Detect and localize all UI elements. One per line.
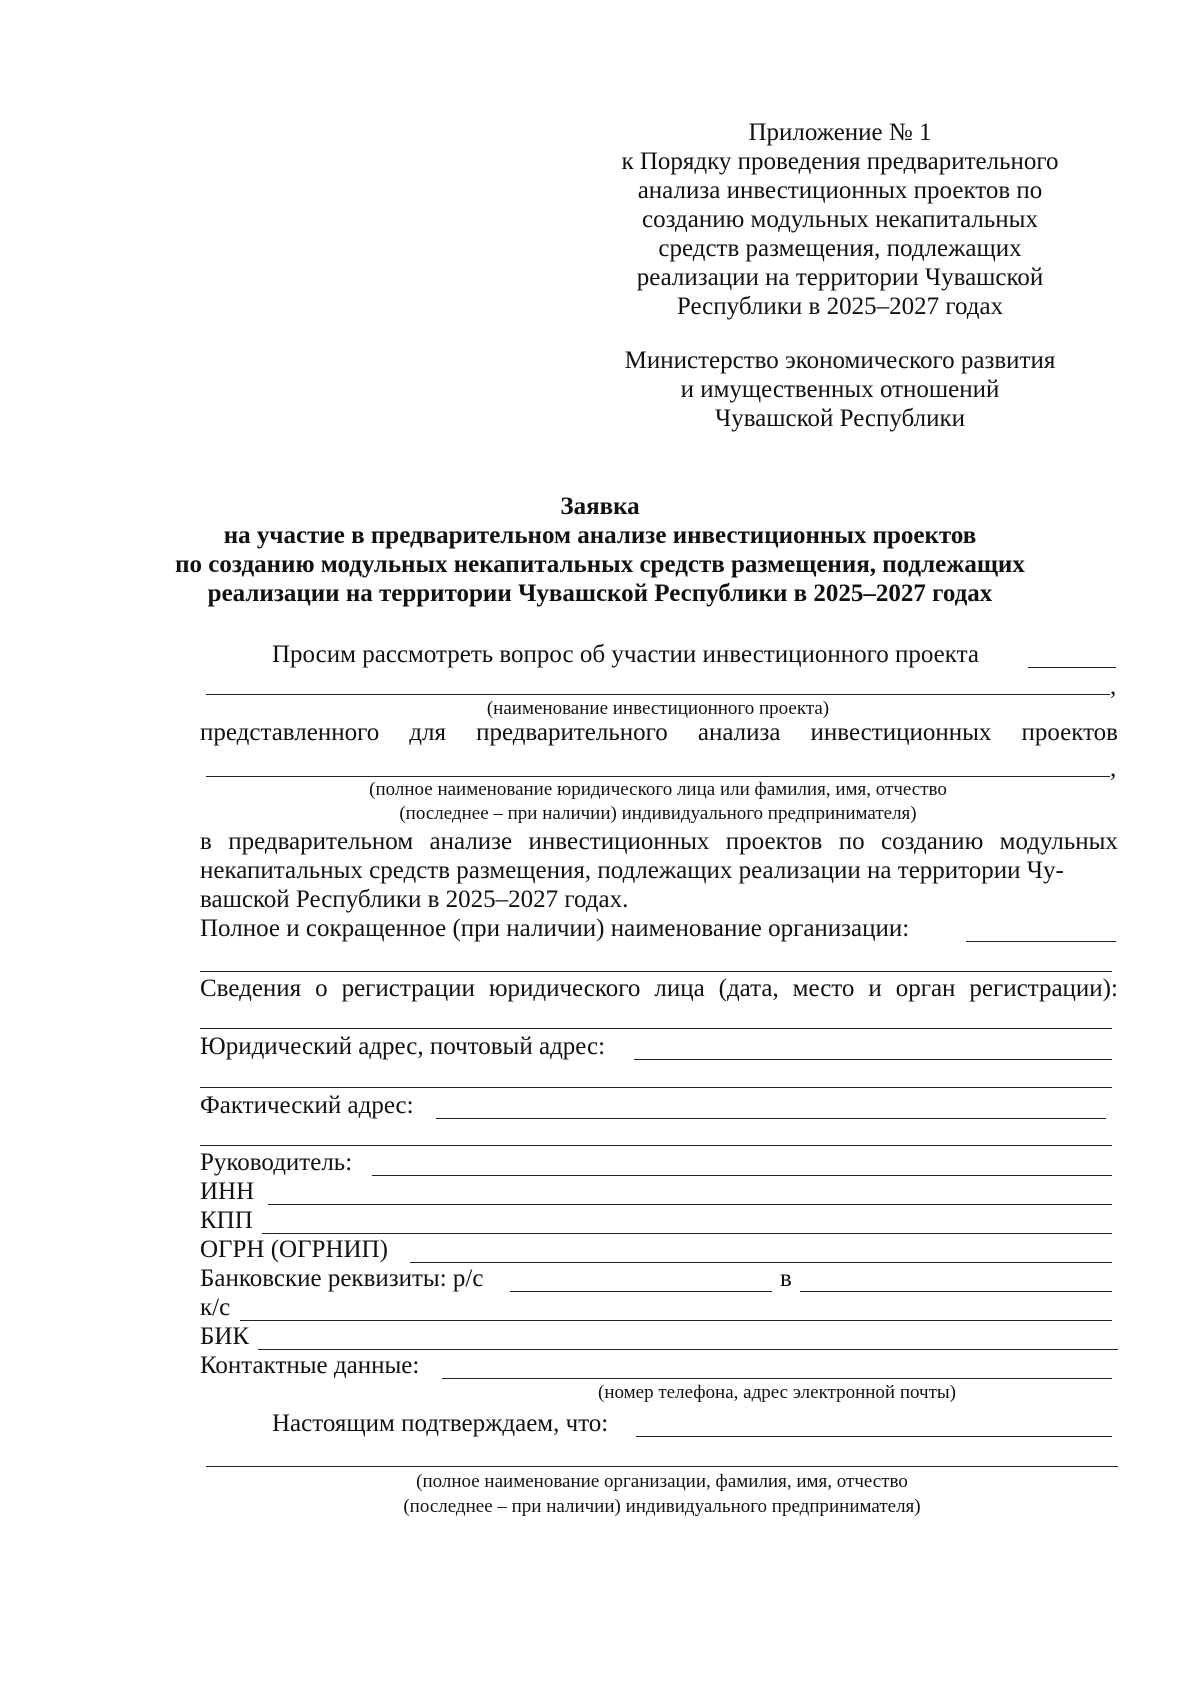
title-line: реализации на территории Чувашской Республики в 2025–2027 годах	[207, 580, 993, 607]
title-line: по созданию модульных некапитальных средств размещения, подлежащих	[175, 551, 1025, 578]
kpp-field[interactable]	[262, 1233, 1112, 1234]
appendix-line: к Порядку проведения предварительного	[621, 148, 1059, 175]
legal-address-field[interactable]	[634, 1059, 1112, 1060]
word: лица	[654, 975, 705, 1002]
word: модульных	[999, 828, 1118, 855]
bank-in-label: в	[780, 1265, 792, 1292]
org-name-field-line2[interactable]	[200, 971, 1112, 972]
hint-applicant-2: (последнее – при наличии) индивидуального предпринимателя)	[399, 803, 917, 824]
word: орган	[895, 975, 956, 1002]
appendix-line: средств размещения, подлежащих	[658, 235, 1022, 262]
actual-address-field-line2[interactable]	[200, 1145, 1112, 1146]
account-field[interactable]	[510, 1291, 772, 1292]
head-label: Руководитель:	[200, 1149, 353, 1176]
word: регистрации):	[969, 975, 1118, 1002]
bank-label: Банковские реквизиты: р/с	[200, 1265, 484, 1292]
registration-field[interactable]	[200, 1028, 1112, 1029]
actual-address-label: Фактический адрес:	[200, 1092, 414, 1119]
inn-field[interactable]	[268, 1204, 1112, 1205]
hint-contacts: (номер телефона, адрес электронной почты)	[598, 1382, 956, 1403]
confirm-field[interactable]	[636, 1436, 1112, 1437]
word: для	[409, 719, 446, 746]
word: проектов	[725, 828, 823, 855]
word: анализа	[697, 719, 781, 746]
confirm-label: Настоящим подтверждаем, что:	[272, 1410, 609, 1437]
word: предварительном	[228, 828, 414, 855]
comma: ,	[1110, 755, 1117, 782]
word: предварительного	[476, 719, 668, 746]
org-name-label: Полное и сокращенное (при наличии) наименование организации:	[200, 915, 910, 942]
word: и	[868, 975, 882, 1002]
document-title	[150, 492, 1050, 608]
org-name-field[interactable]	[966, 941, 1116, 942]
actual-address-field[interactable]	[436, 1118, 1106, 1119]
recipient-line: Министерство экономического развития	[624, 347, 1056, 374]
word: по	[838, 828, 865, 855]
ks-label: к/с	[200, 1294, 231, 1321]
project-name-field-line2[interactable]	[206, 694, 1110, 695]
project-name-field[interactable]	[1028, 667, 1116, 668]
bank-name-field[interactable]	[800, 1291, 1112, 1292]
appendix-block	[620, 118, 1060, 321]
word: представленного	[200, 719, 380, 746]
hint-org-2: (последнее – при наличии) индивидуального предпринимателя)	[403, 1496, 921, 1517]
recipient-line: и имущественных отношений	[680, 376, 1000, 403]
ogrn-label: ОГРН (ОГРНИП)	[200, 1236, 388, 1263]
appendix-line: Республики в 2025–2027 годах	[676, 293, 1004, 320]
legal-address-field-line2[interactable]	[200, 1087, 1112, 1088]
word: регистрации	[341, 975, 475, 1002]
kpp-label: КПП	[200, 1207, 253, 1234]
word: созданию	[880, 828, 984, 855]
word: в	[200, 828, 212, 855]
paragraph-line-3: вашской Республики в 2025–2027 годах.	[200, 886, 629, 913]
request-text: Просим рассмотреть вопрос об участии инвестиционного проекта	[272, 641, 979, 668]
legal-address-label: Юридический адрес, почтовый адрес:	[200, 1033, 606, 1060]
word: инвестиционных	[528, 828, 710, 855]
comma: ,	[1110, 673, 1117, 700]
registration-label	[200, 974, 1118, 1003]
recipient-line: Чувашской Республики	[714, 405, 966, 432]
word: проектов	[1021, 719, 1118, 746]
appendix-line: реализации на территории Чувашской	[636, 264, 1044, 291]
ogrn-field[interactable]	[410, 1262, 1112, 1263]
hint-project-name: (наименование инвестиционного проекта)	[486, 698, 830, 719]
presented-line	[200, 718, 1118, 747]
inn-label: ИНН	[200, 1178, 255, 1205]
word: инвестиционных	[810, 719, 992, 746]
title-heading: Заявка	[560, 493, 640, 520]
applicant-name-field[interactable]	[206, 776, 1110, 777]
hint-org-1: (полное наименование организации, фамилия, имя, отчество	[416, 1471, 908, 1492]
contacts-label: Контактные данные:	[200, 1352, 420, 1379]
word: место	[792, 975, 855, 1002]
word: юридического	[488, 975, 641, 1002]
word: анализе	[429, 828, 513, 855]
title-line: на участие в предварительном анализе инвестиционных проектов	[223, 522, 977, 549]
appendix-number: Приложение № 1	[748, 119, 932, 146]
paragraph-line-2: некапитальных средств размещения, подлежащих реализации на территории Чу-	[200, 857, 1064, 884]
bik-label: БИК	[200, 1323, 250, 1350]
ks-field[interactable]	[240, 1320, 1112, 1321]
bik-field[interactable]	[258, 1349, 1118, 1350]
confirm-field-line2[interactable]	[206, 1466, 1118, 1467]
hint-applicant-1: (полное наименование юридического лица или фамилия, имя, отчество	[369, 779, 947, 800]
paragraph-line-1	[200, 827, 1118, 856]
appendix-line: созданию модульных некапитальных	[642, 206, 1038, 233]
head-field[interactable]	[372, 1175, 1112, 1176]
word: (дата,	[718, 975, 779, 1002]
appendix-line: анализа инвестиционных проектов по	[637, 177, 1043, 204]
word: Сведения	[200, 975, 302, 1002]
word: о	[315, 975, 328, 1002]
recipient-block	[620, 346, 1060, 433]
contacts-field[interactable]	[442, 1378, 1112, 1379]
